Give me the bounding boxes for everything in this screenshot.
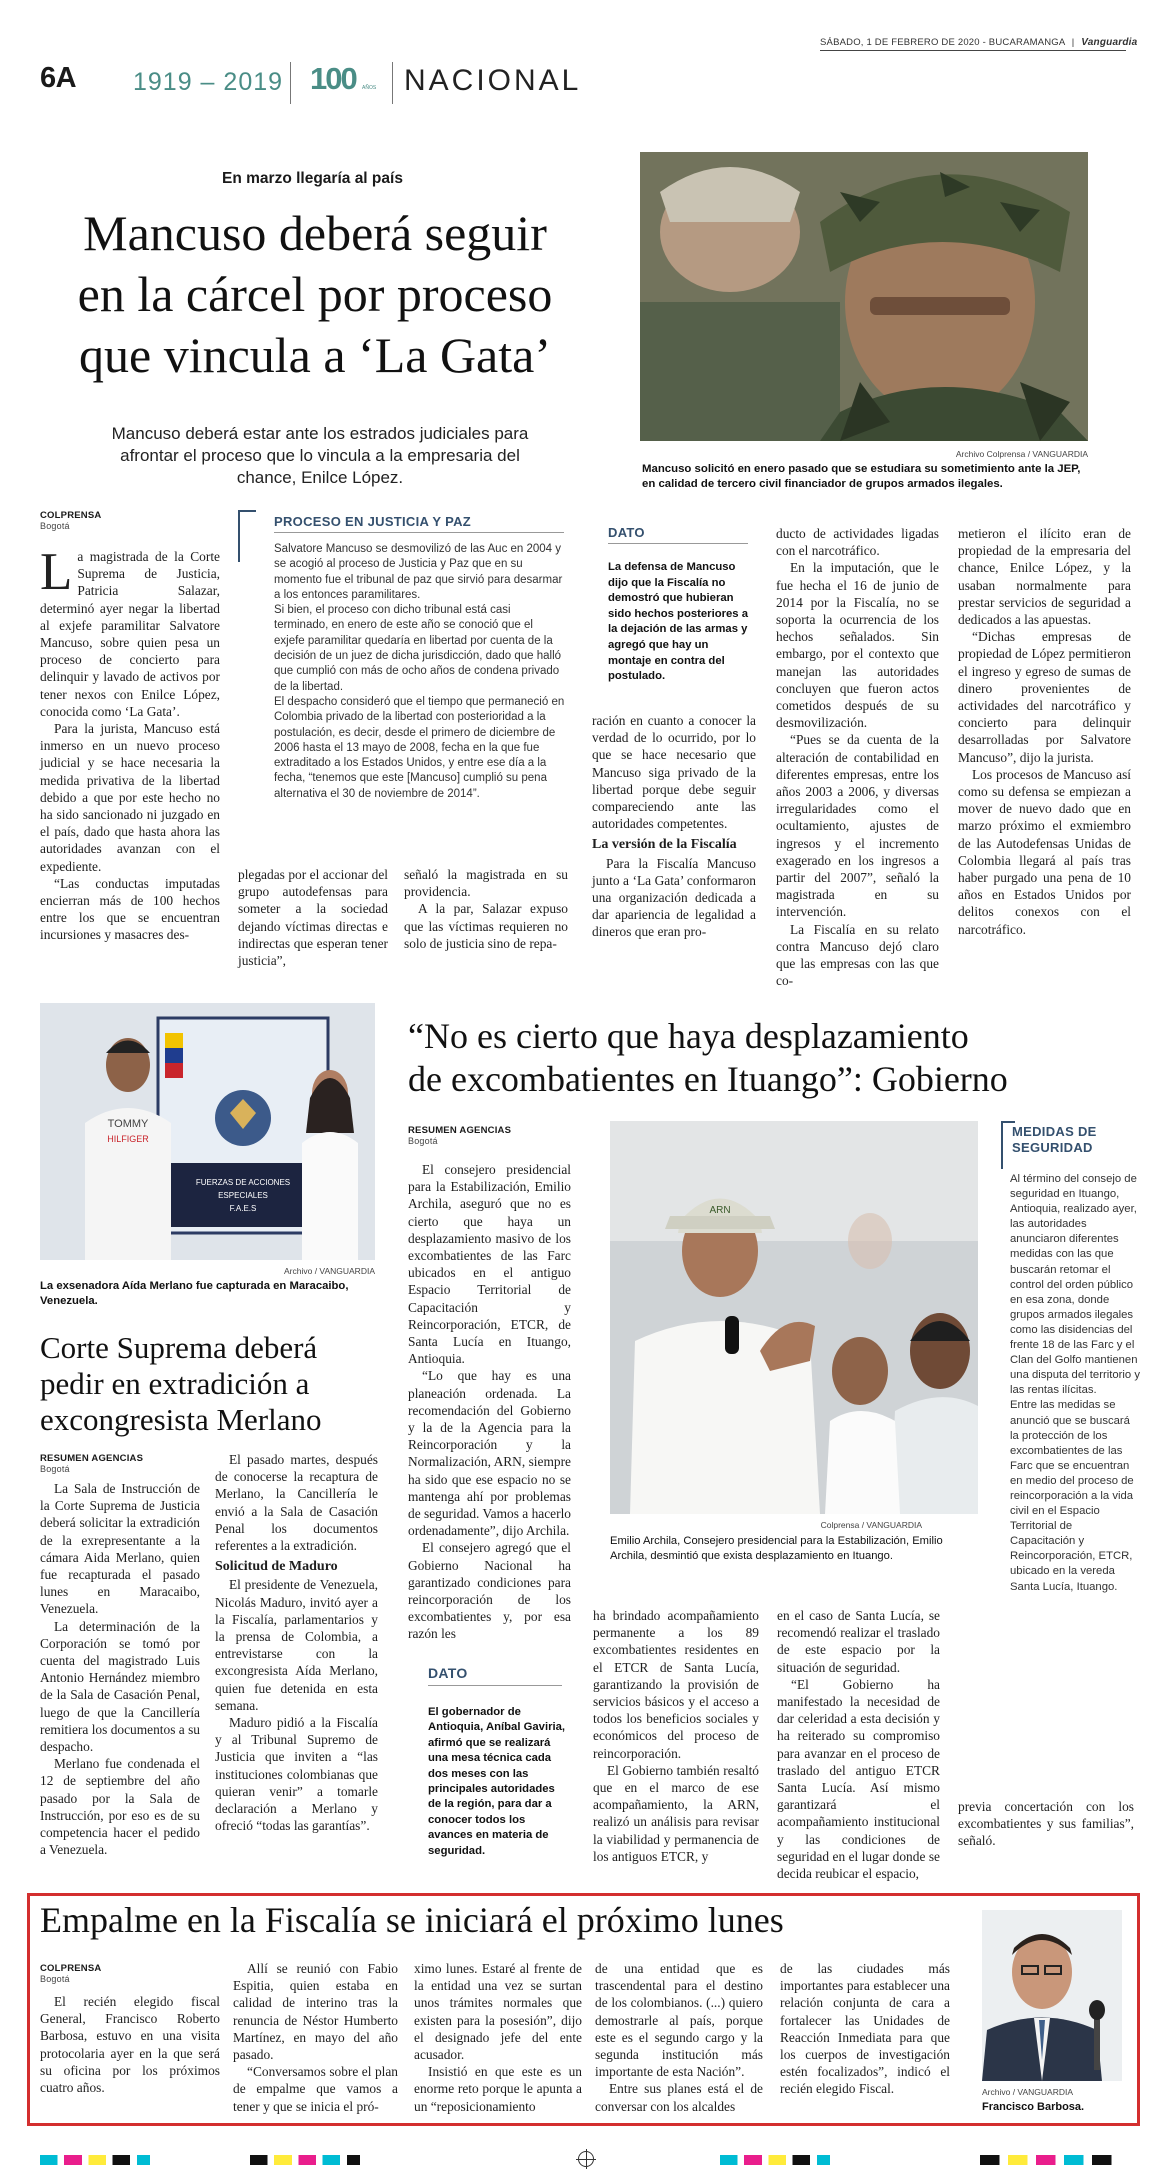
centennial-years: 1919 – 2019 [133,68,284,96]
article1-col1-p3: “Las conductas imputadas encierran más de 100 hechos entre los que se encuentran incursiones y masacres des- [40,875,220,943]
photo4-caption: Francisco Barbosa. [982,2101,1085,2113]
dato1-text: La defensa de Mancuso dijo que la Fiscalía no demostró que hubieran sido hechos posteriores a la dejación de las armas y agregó que hay un montaje en contra del postulado. [608,561,748,683]
box-p1: Salvatore Mancuso se desmovilizó de las Auc en 2004 y se acogió al proceso de Justicia y Paz que en su momento fue el tribunal de paz que sirvió para desarmar a los entonces paramilitares. [274,543,563,601]
article3-col4-p2: “El Gobierno ha manifestado la necesidad de dar celeridad a esta decisión y ha reiterado su compromiso para avanzar en el proceso de traslado del antiguo ETCR Santa Lucía. Así mismo garantizará el acompañamiento institucional y las condiciones de seguridad en el lugar donde se decida reubicar el espacio, [777,1676,940,1882]
banner-line-2: HILFIGER [107,1134,149,1144]
article4-col4-p2: Entre sus planes está el de conversar con los alcaldes [595,2081,763,2114]
article3-headline-line-1: “No es cierto que haya desplazamiento [408,1016,969,1056]
box-p2: Si bien, el proceso con dicho tribunal está casi terminado, en enero de este año se conoció que el exjefe paramilitar quedaría en libertad por cuenta de la decisión de un juez de dicha jurisdicción, dado que halló que cumplió con más de ocho años de condena privado de la libertad. [274,604,562,693]
date-text: SÁBADO, 1 DE FEBRERO DE 2020 - BUCARAMANGA [820,37,1065,48]
box-p3: El despacho consideró que el tiempo que permaneció en Colombia privado de la libertad con posterioridad a la postulación, es decir, desde el primero de diciembre de 2006 hasta el 13 mayo de 2008, fecha en la que fue extraditado a los Estados Unidos, y entre ese día a la fecha, “tenemos que este [Mancuso] cumplió su pena alternativa el 30 de noviembre de 2014”. [274,695,565,800]
photo2-credit: Archivo / VANGUARDIA [283,1266,375,1276]
article2-col2-p2: El presidente de Venezuela, Nicolás Maduro, invitó ayer a la Fiscalía, parlamentarios y la prensa de Colombia, a entrevistarse con la excongresista Aída Merlano, quien fue detenida en esta semana. [215,1577,378,1713]
box-bracket-top [238,510,256,512]
headline-line-2: en la cárcel por proceso [77,266,553,322]
merlano-photo-art [40,1003,375,1260]
logo-small-text: AÑOS [362,85,377,91]
article3-col1-p2: “Lo que hay es una planeación ordenada. La recomendación del Gobierno y la de la Agencia para la Reincorporación y la Normalización, ARN, siempre ha sido que ese espacio no se mantenga ahí por problemas de seguridad. Vamos a hacerlo ordenadamente”, dijo Archila. [408,1368,571,1539]
header-top-rule [820,50,1126,51]
article2-byline [40,1453,143,1475]
article1-col6-p1: metieron el ilícito eran de propiedad de la empresaria del chance, Enilce López, y la usaban normalmente para prestar servicios de seguridad a dedicados a las apuestas. [958,526,1131,628]
poster-line-3: F.A.E.S [229,1204,257,1213]
article3-byline-agency: RESUMEN AGENCIAS [408,1125,512,1136]
article1-col1-p1: a magistrada de la Corte Suprema de Justicia, Patricia Salazar, determinó ayer negar la libertad al exjefe paramilitar Salvatore Mancuso, sobre quien pesa un proceso de concierto para delinquir y lavado de activos por tener nexos con Enilce López, conocida como ‘La Gata’. [40,549,220,719]
article2-col1-p1: La Sala de Instrucción de la Corte Suprema de Justicia deberá solicitar la extradición de la exrepresentante a la cámara Aida Merlano, quien fue recapturada el pasado lunes en Maracaibo, Venezuela. [40,1481,200,1617]
medidas-p1: Al término del consejo de seguridad en Ituango, Antioquia, realizado ayer, las autoridades anunciaron diferentes medidas con las que buscarán retomar el control del orden público en esa zona, donde grupos armados ilegales como las disidencias del frente 18 de las Farc y el Clan del Golfo mantienen una disputa del territorio y las rentas ilícitas. [1010,1173,1140,1397]
merlano-photo [40,1003,375,1260]
article4-col1-p1: El recién elegido fiscal General, Francisco Roberto Barbosa, estuvo en una visita protocolaria ayer en la que será su oficina por los próximos cuatro años. [40,1994,220,2096]
article3-byline [408,1125,511,1147]
article2-headline-line-3: excongresista Merlano [40,1402,322,1437]
medidas-text [1010,1172,1140,1607]
article2-byline-city: Bogotá [40,1464,70,1474]
article1-col5 [776,525,939,989]
banner-line-1: TOMMY [107,1118,149,1130]
article1-byline [40,510,101,532]
article3-col1-p1: El consejero presidencial para la Estabilización, Emilio Archila, aseguró que no es cierto que haya un desplazamiento masivo de los excombatientes de las Farc ubicados en el antiguo Espacio Territorial de Capacitación y Reincorporación, ETCR, de Santa Lucía en Ituango, Antioquia. [408,1162,571,1367]
dato1-title: DATO [608,525,645,540]
article2-col2-subhead: Solicitud de Maduro [215,1559,338,1575]
page-number: 6A [40,62,77,94]
article3-headline-line-2: de excombatientes en Ituango”: Gobierno [408,1059,1008,1099]
box-title: PROCESO EN JUSTICIA Y PAZ [274,514,472,529]
article3-headline [408,1015,1128,1101]
article4-col1 [40,1993,220,2099]
article1-col5-p3: “Pues se da cuenta de la alteración de contabilidad en diferentes empresas, entre los años 2003 a 2006, y diversas irregularidades como el ocultamiento, ajustes de ingresos y el incremento exagerado en los ingresos a partir del 2007”, señaló la magistrada en su intervención. [776,732,939,920]
archila-photo [610,1121,978,1514]
color-bar-right-2 [980,2155,1120,2165]
article4-col5: de las ciudades más importantes para establecer una relación conjunta de cara a fortalecer las Unidades de Reacción Inmediata para que los cuerpos de investigación estén focalizados”, indicó el recién elegido Fiscal. [780,1961,950,2097]
headline-line-1: Mancuso deberá seguir [83,205,547,261]
centennial-logo [310,63,378,99]
barbosa-photo [982,1910,1122,2081]
article2-col2-p3: Maduro pidió a la Fiscalía y al Tribunal Supremo de Justicia que inviten a “las instituciones colombianas que quieran venir” a tomarle declaración a Merlano y ofreció “todas las garantías”. [215,1715,378,1834]
article4-byline [40,1963,101,1985]
article1-col3 [404,866,568,954]
byline-agency: COLPRENSA [40,510,102,521]
photo3-credit: Colprensa / VANGUARDIA [820,1520,922,1530]
medidas-bracket-top [1001,1121,1015,1123]
article4-col2-p1: Allí se reunió con Fabio Espitia, quien estaba en calidad de interino tras la renuncia de Néstor Humberto Martínez, en mayo del año pasado. [233,1961,398,2063]
article2-col2-p1: El pasado martes, después de conocerse la recaptura de Merlano, la Cancillería le envió a la Sala de Casación Penal los documentos referentes a la extradición. [215,1452,378,1554]
article3-col5: previa concertación con los excombatientes y sus familias”, señaló. [958,1799,1134,1849]
article1-col6-p2: “Dichas empresas de propiedad de López permitieron el ingreso y egreso de sumas de dinero provenientes de actividades del narcotráfico y concierto para delinquir desarrolladas por Salvatore Mancuso”, dijo la jurista. [958,629,1131,765]
article1-col1-p2: Para la jurista, Mancuso está inmerso en un nuevo proceso judicial y se hace necesaria la medida privativa de la libertad debido a que por este hecho no ha sido sancionado ni juzgado en el país, dado que hasta ahora las autoridades avanzan con el expediente. [40,721,220,874]
article4-col2 [233,1960,398,2114]
article3-col1 [408,1161,571,1642]
article3-col1-p3: El consejero agregó que el Gobierno Nacional ha garantizado condiciones para reincorporación de los excombatientes y, por esa razón les [408,1540,571,1642]
article3-col3-p2: El Gobierno también resaltó que en el marco de ese acompañamiento, la ARN, realizó un análisis para revisar la viabilidad y permanencia de los antiguos ETCR, y [593,1762,759,1864]
article1-col4-p2: Para la Fiscalía Mancuso junto a ‘La Gata’ conformaron una organización dedicada a dar apariencia de legalidad a dineros que eran pro- [592,855,756,940]
barbosa-photo-art [982,1910,1122,2081]
dato2-title: DATO [428,1665,468,1681]
article1-col3-p1: señaló la magistrada en su providencia. [404,867,568,900]
byline-city: Bogotá [40,521,70,531]
color-bar-left [40,2155,150,2165]
color-bar-left-2 [250,2155,360,2165]
article1-deck: Mancuso deberá estar ante los estrados judiciales para afrontar el proceso que lo vincula a la empresaria del chance, Enilce López. [111,424,529,487]
article4-col3-p2: Insistió en que este es un enorme reto porque le apunta a un “reposicionamiento [414,2064,582,2114]
archila-photo-art [610,1121,978,1514]
poster-line-1: FUERZAS DE ACCIONES [195,1178,291,1187]
article1-col5-p4: La Fiscalía en su relato contra Mancuso dejó claro que las empresas con las que co- [776,921,939,989]
dato2-text: El gobernador de Antioquia, Aníbal Gaviria, afirmó que se realizará una mesa técnica cada dos meses con las principales autoridades de la región, para dar a conocer todos los avances en materia de seguridad. [428,1706,566,1857]
dato1-rule [608,543,748,544]
article1-headline [20,203,610,386]
photo1-credit: Archivo Colprensa / VANGUARDIA [955,449,1088,459]
article3-byline-city: Bogotá [408,1136,438,1146]
article2-headline-line-1: Corte Suprema deberá [40,1330,318,1365]
article4-col3-p1: ximo lunes. Estaré al frente de la entidad una vez se surtan unos trámites normales que existen para la posesión”, dijo el designado jefe del ente acusador. [414,1961,582,2063]
article1-col4 [592,712,756,956]
brand-name: Vanguardia [1081,37,1138,48]
article2-col1-p3: Merlano fue condenada el 12 de septiembre del año pasado por la Sala de Instrucción, por eso es de su competencia hacer el pedido a Venezuela. [40,1756,200,1858]
article2-headline-line-2: pedir en extradición a [40,1366,310,1401]
article4-byline-city: Bogotá [40,1974,70,1984]
article2-col1 [40,1480,200,1858]
dropcap: L [40,543,73,601]
article1-col4-subhead: La versión de la Fiscalía [592,837,737,853]
header-divider-2 [392,62,393,104]
article2-headline [40,1330,380,1438]
article4-col4-p1: de una entidad que es trascendental para el destino de los colombianos. (...) quiero demostrarle al país, porque este es el segundo cargo y la segunda institución más importante de esta Nación”. [595,1961,763,2080]
photo2-caption: La exsenadora Aída Merlano fue capturada en Maracaibo, Venezuela. [40,1280,349,1307]
article4-col3 [414,1960,582,2114]
article1-col6-p3: Los procesos de Mancuso así como su defensa se empiezan a mover de nuevo dado que en marzo próximo el exmiembro de las Autodefensas Unidas de Colombia llegará al país tras haber purgado una pena de 10 años en Estados Unidos por delitos conexos con el narcotráfico. [958,766,1131,937]
article3-col4-p1: en el caso de Santa Lucía, se recomendó realizar el traslado de este espacio por la situación de seguridad. [777,1608,940,1675]
article1-col5-p2: En la imputación, que le fue hecha el 16 de junio de 2014 por la Fiscalía, no se soporta la ocurrencia de los hechos señalados. Sin embargo, por el contexto que manejan las autoridades concluyen que fueron actos cometidos después de su desmovilización. [776,560,939,731]
article1-col4-p1: ración en cuanto a conocer la verdad de lo ocurrido, por lo que se hace necesario que Mancuso siga privado de la libertad porque debe seguir compareciendo ante las autoridades competentes. [592,713,756,832]
article1-col1 [40,543,220,950]
poster-line-2: ESPECIALES [218,1191,268,1200]
article2-byline-agency: RESUMEN AGENCIAS [40,1453,144,1464]
photo1-caption: Mancuso solicitó en enero pasado que se estudiara su sometimiento ante la JEP, en calidad de tercero civil financiador de grupos armados ilegales. [642,463,1081,490]
mancuso-photo [640,152,1088,441]
header-divider [290,62,291,104]
headline-line-3: que vincula a ‘La Gata’ [79,327,551,383]
date-line: SÁBADO, 1 DE FEBRERO DE 2020 - BUCARAMANGA | Vanguardia [820,37,1138,48]
medidas-p2: Entre las medidas se anunció que se buscará la protección de los excombatientes de las Farc que se encuentran en medio del proceso de reincorporación a la vida civil en el Espacio Territorial de Capacitación y Reincorporación, ETCR, ubicado en la vereda Santa Lucía, Ituango. [1010,1399,1134,1593]
justicia-paz-box [274,542,566,837]
article1-col3-p2: A la par, Salazar expuso que las víctimas requieren no solo de justicia sino de repa- [404,901,568,951]
article3-col3-p1: ha brindado acompañamiento permanente a los 89 excombatientes residentes en el ETCR de Santa Lucía, garantizando la provisión de servicios básicos y el acceso a todos los beneficios sociales y económicos del proceso de reincorporación. [593,1608,759,1761]
cap-logo: ARN [709,1205,731,1216]
article4-headline: Empalme en la Fiscalía se iniciará el próximo lunes [40,1900,784,1940]
photo3-caption: Emilio Archila, Consejero presidencial para la Estabilización, Emilio Archila, desmintió que exista desplazamiento en Ituango. [610,1535,943,1562]
medidas-title: MEDIDAS DE SEGURIDAD [1012,1124,1097,1155]
section-title: NACIONAL [404,64,582,97]
color-bar-right [720,2155,830,2165]
article1-col6 [958,525,1131,955]
box-bracket [238,510,240,562]
mancuso-photo-art [640,152,1088,441]
article4-byline-agency: COLPRENSA [40,1963,102,1974]
article2-col2 [215,1451,378,1834]
photo4-credit: Archivo / VANGUARDIA [982,2087,1074,2097]
box-title-rule [274,532,564,533]
article2-col1-p2: La determinación de la Corporación se tomó por cuenta del magistrado Luis Antonio Hernández miembro de la Sala de Casación Penal, luego de que la Cancillería remitiera los documentos a su despacho. [40,1618,200,1755]
dato2-rule [428,1685,562,1686]
article1-col2: plegadas por el accionar del grupo autodefensas para someter a la sociedad dejando víctimas directas e indirectas que esperan tener justicia”, [238,867,388,969]
article3-col3 [593,1607,759,1864]
article1-kicker: En marzo llegaría al país [222,170,403,187]
article1-col5-p1: ducto de actividades ligadas con el narcotráfico. [776,526,939,559]
article4-col2-p2: “Conversamos sobre el plan de empalme que vamos a tener y que se inicia el pró- [233,2064,398,2114]
article4-col4 [595,1960,763,2114]
crosshair-mark [578,2151,594,2167]
logo-number: 100 [310,61,356,96]
article3-col4 [777,1607,940,1882]
medidas-bracket [1001,1121,1003,1169]
